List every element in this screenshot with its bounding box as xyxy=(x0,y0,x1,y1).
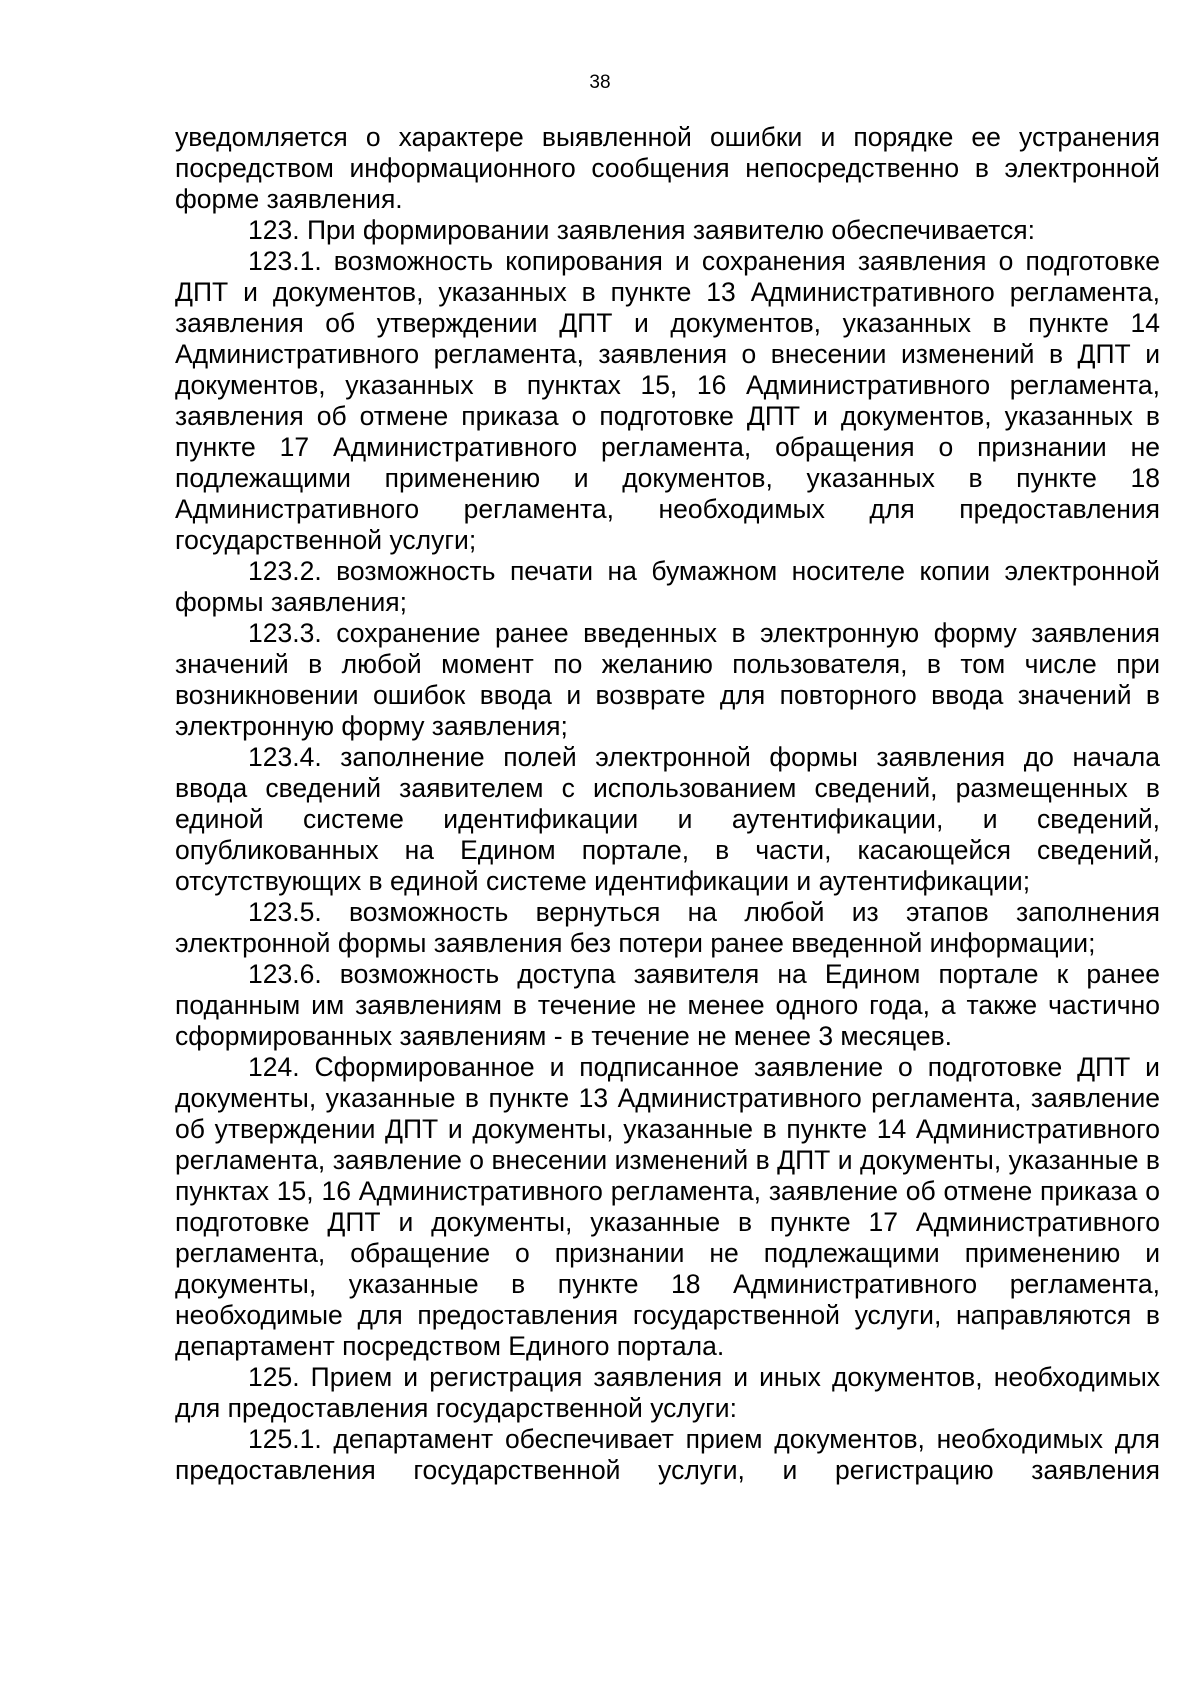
paragraph-123-1: 123.1. возможность копирования и сохранения заявления о подготовке ДПТ и документов, указанных в пункте 13 Административного регламента, заявления об утверждении ДПТ и документов, указанных в пункте 14 Административного регламента, заявления о внесении изменений в ДПТ и документов, указанных в пунктах 15, 16 Административного регламента, заявления об отмене приказа о подготовке ДПТ и документов, указанных в пункте 17 Административного регламента, обращения о признании не подлежащими применению и документов, указанных в пункте 18 Административного регламента, необходимых для предоставления государственной услуги; xyxy=(175,246,1160,555)
paragraph-intro-continued: уведомляется о характере выявленной ошибки и порядке ее устранения посредством информационного сообщения непосредственно в электронной форме заявления. xyxy=(175,122,1160,214)
paragraph-124: 124. Сформированное и подписанное заявление о подготовке ДПТ и документы, указанные в пункте 13 Административного регламента, заявление об утверждении ДПТ и документы, указанные в пункте 14 Административного регламента, заявление о внесении изменений в ДПТ и документы, указанные в пунктах 15, 16 Административного регламента, заявление об отмене приказа о подготовке ДПТ и документы, указанные в пункте 17 Административного регламента, обращение о признании не подлежащими применению и документы, указанные в пункте 18 Административного регламента, необходимые для предоставления государственной услуги, направляются в департамент посредством Единого портала. xyxy=(175,1052,1160,1361)
paragraph-123-3: 123.3. сохранение ранее введенных в электронную форму заявления значений в любой момент по желанию пользователя, в том числе при возникновении ошибок ввода и возврате для повторного ввода значений в электронную форму заявления; xyxy=(175,618,1160,741)
paragraph-125-1: 125.1. департамент обеспечивает прием документов, необходимых для предоставления государственной услуги, и регистрацию заявления xyxy=(175,1424,1160,1485)
paragraph-123-5: 123.5. возможность вернуться на любой из этапов заполнения электронной формы заявления без потери ранее введенной информации; xyxy=(175,897,1160,958)
paragraph-123-2: 123.2. возможность печати на бумажном носителе копии электронной формы заявления; xyxy=(175,556,1160,617)
paragraph-123: 123. При формировании заявления заявителю обеспечивается: xyxy=(248,215,1035,245)
paragraph-123-4: 123.4. заполнение полей электронной формы заявления до начала ввода сведений заявителем с использованием сведений, размещенных в единой системе идентификации и аутентификации, и сведений, опубликованных на Едином портале, в части, касающейся сведений, отсутствующих в единой системе идентификации и аутентификации; xyxy=(175,742,1160,896)
page-number: 38 xyxy=(589,72,611,93)
document-body xyxy=(175,122,1160,1486)
paragraph-125: 125. Прием и регистрация заявления и иных документов, необходимых для предоставления государственной услуги: xyxy=(175,1362,1160,1423)
paragraph-123-6: 123.6. возможность доступа заявителя на Едином портале к ранее поданным им заявлениям в течение не менее одного года, а также частично сформированных заявлениям - в течение не менее 3 месяцев. xyxy=(175,959,1160,1051)
